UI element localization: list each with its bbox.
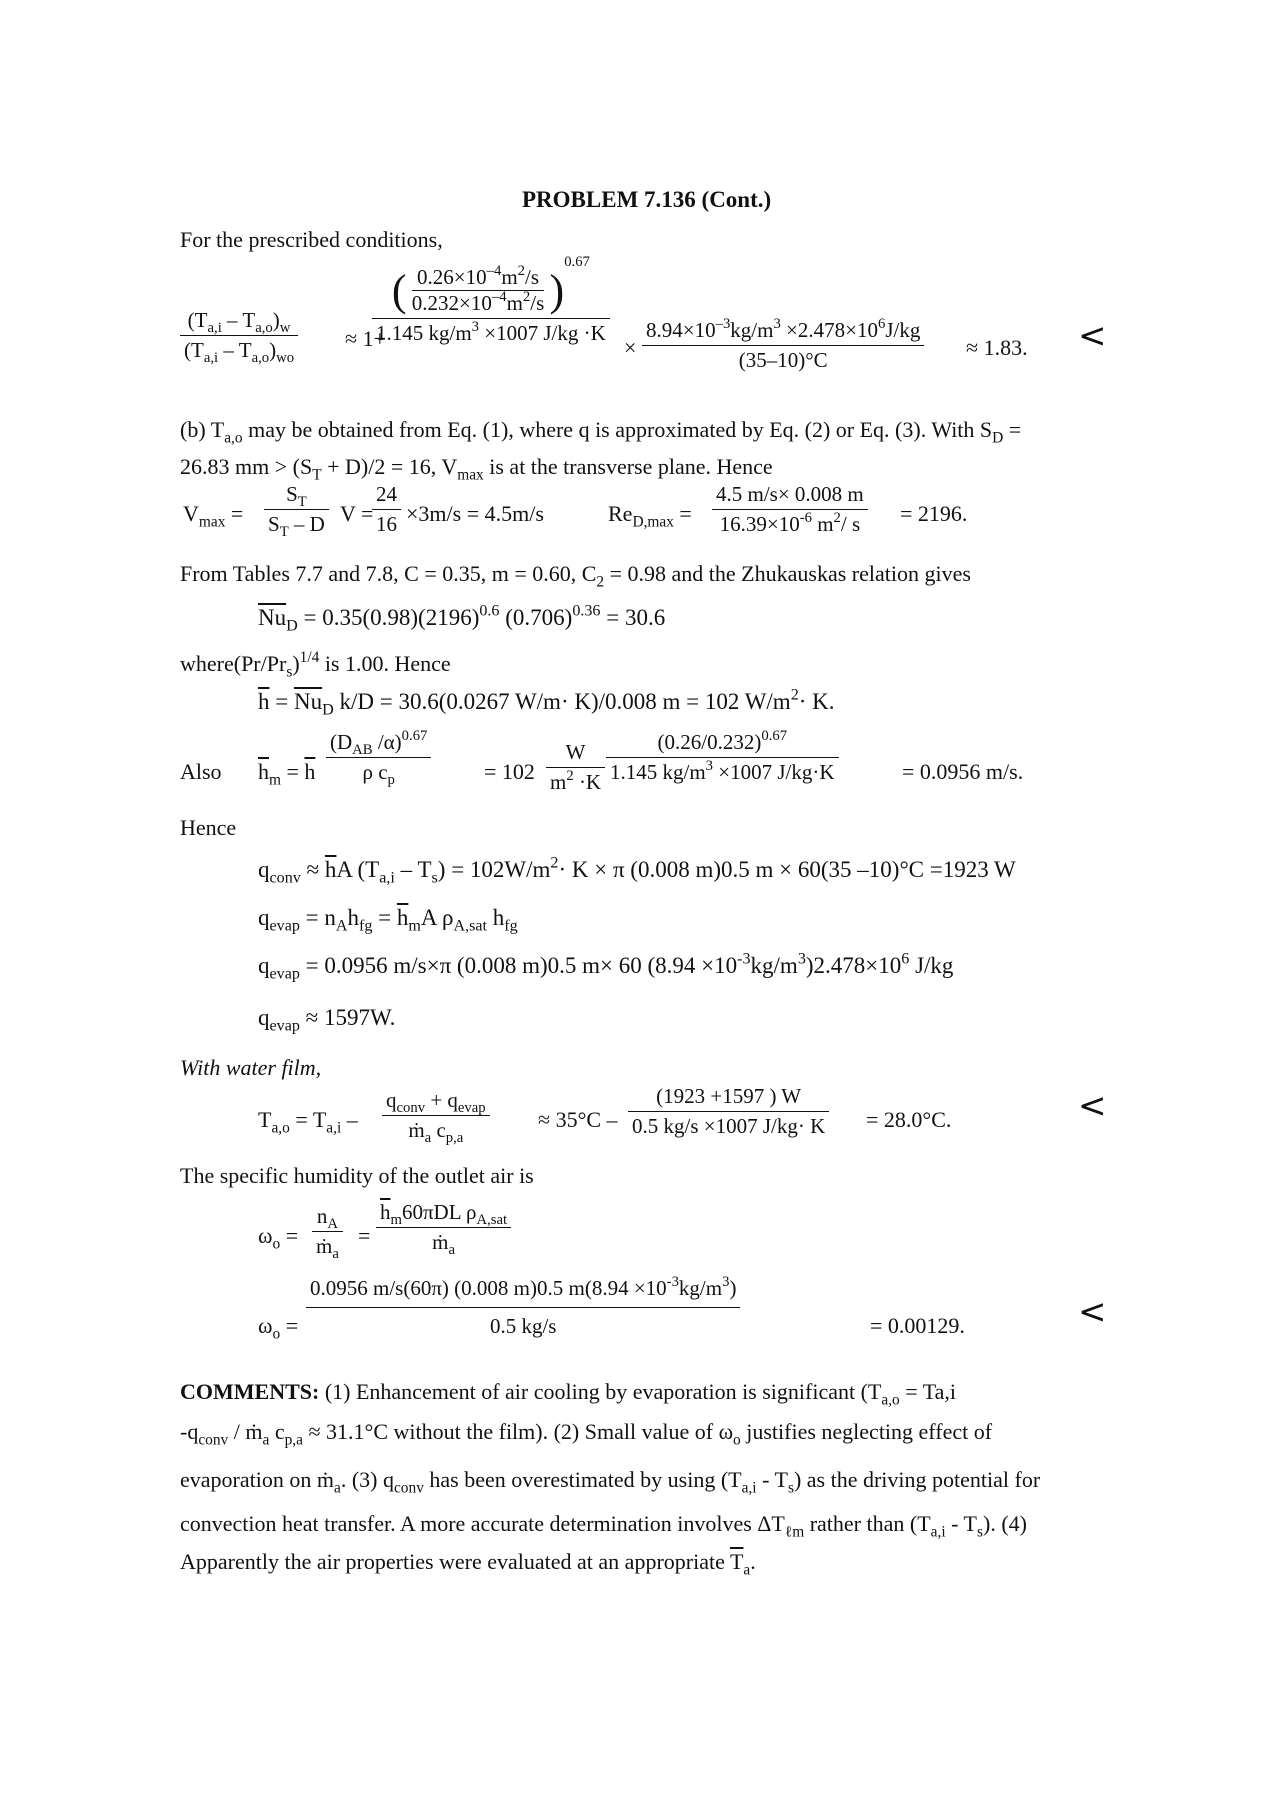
vmax-mid: V = — [340, 501, 374, 526]
omega1-fraction-2: $\overline{h}_m60\pi DL$ $\rho_{A,sat}$ ṁ$_a$ — [376, 1200, 511, 1255]
re-result: = 2196. — [900, 501, 968, 526]
ratio-approx-one: ≈ 1+ — [345, 326, 386, 351]
ratio-lhs-num: $(T_{a,i} - T_{a,o})_w$ — [187, 308, 291, 337]
vmax-fraction-1: $S_T$ $S_T$ – D — [264, 482, 329, 537]
ratio-lhs-den: $(T_{a,i} - T_{a,o})_{wo}$ — [184, 338, 295, 367]
ratio-rhs-num: $8.94\times 10^{-3}kg/m^3 \times 2.478\times 10^6J/kg$ — [646, 316, 921, 342]
omega2-result: = 0.00129. — [870, 1313, 965, 1338]
answer-marker-2: < — [1078, 1086, 1107, 1126]
ratio-inner-exp: 0.67 — [564, 254, 590, 270]
comments-line-4: convection heat transfer. A more accurate determination involves $\Delta T_{\ell m}$ rather than $(T_{a,i} - T_s)$. (4) — [180, 1511, 1027, 1541]
omega1-lhs: $\omega_o$ = — [258, 1223, 299, 1253]
tao-fraction-1: $q_{conv} + q_{evap}$ ṁ$_a$ $c_{p,a}$ — [382, 1088, 490, 1143]
qevap-equation-3: $q_{evap} \approx 1597W$. — [258, 1005, 396, 1035]
hence-label: Hence — [180, 815, 237, 840]
ratio-rhs-fraction — [642, 318, 924, 373]
ratio-prop-den: 1.145 $kg/m^3 \times 1007$ J/kg ·K — [376, 319, 606, 346]
vmax-fraction-2: 24 16 — [372, 482, 401, 537]
intro-text: For the prescribed conditions, — [180, 227, 443, 252]
answer-marker-1: < — [1078, 316, 1107, 356]
qconv-equation: $q_{conv} \approx \overline{h}A$ $(T_{a,i} - T_s) = 102W/m^2\cdot K \times \pi$ (0.008 m)0.5 m × 60(35 –10)°C =1923 W — [258, 854, 1016, 887]
qevap-equation-1: $q_{evap} = n_Ah_{fg} = \overline{h}_mA$ $\rho_{A,sat}$ $h_{fg}$ — [258, 905, 518, 935]
re-num: 4.5 m/s× 0.008 m — [716, 482, 864, 506]
comments-label: COMMENTS: — [180, 1379, 320, 1404]
ratio-big-fraction — [372, 254, 610, 346]
hm-fraction-3: $(0.26/0.232)^{0.67}$ 1.145 $kg/m^3 \times 1007$ J/kg·K — [606, 730, 839, 785]
omega2-fraction: 0.0956 m/s(60π) (0.008 m)0.5 $m(8.94 \times 10^{-3}kg/m^3)$ 0.5 kg/s — [306, 1276, 740, 1339]
tao-lhs: $T_{a,o} = T_{a,i}$ – — [258, 1107, 358, 1137]
hm-mid: = 102 — [484, 759, 535, 784]
tao-mid: ≈ 35°C – — [538, 1107, 618, 1132]
omega1-eq: = — [358, 1223, 371, 1248]
humidity-line: The specific humidity of the outlet air is — [180, 1163, 534, 1188]
hm-lhs: $\overline{h}_m = \overline{h}$ — [258, 759, 316, 789]
omega1-fraction-1: $n_A$ ṁ$_a$ — [312, 1204, 343, 1259]
hm-fraction-1: ($D_{AB}$ /α)$^{0.67}$ ρ $c_p$ — [326, 730, 431, 785]
omega2-lhs: $\omega_o$ = — [258, 1313, 299, 1343]
where-line: $where(Pr/Pr_s)^{1/4}$ is 1.00. Hence — [180, 648, 451, 681]
nusselt-equation: $\overline{Nu}_D = 0.35(0.98)(2196)^{0.6}$ $(0.706)^{0.36} = 30.6$ — [258, 602, 666, 635]
comments-line-2: $-q_{conv}$ / ṁ$_a$ $c_{p,a} \approx 31.1^\circ C$ without the film). (2) Small value of $\omega_o$ justifies neglecting effect of — [180, 1419, 993, 1449]
ratio-lhs-fraction — [180, 308, 298, 367]
tables-line: From Tables 7.7 and 7.8, C = 0.35, m = 0.60, $C_2 = 0.98$ and the Zhukauskas relation gives — [180, 561, 971, 591]
with-film-label: With water film, — [180, 1055, 322, 1080]
ratio-inner-num: $0.26\times 10^{-4}m^2/s$ — [417, 263, 540, 290]
page-title: PROBLEM 7.136 (Cont.) — [522, 187, 772, 212]
re-lhs: $Re_{D,max}$ = — [608, 501, 692, 531]
comments-line-5: Apparently the air properties were evaluated at an appropriate $\overline{T}_a$. — [180, 1549, 756, 1579]
hm-result: = 0.0956 m/s. — [902, 759, 1024, 784]
re-fraction — [712, 482, 868, 537]
comments-line-3: evaporation on ṁ$_a$. (3) $q_{conv}$ has been overestimated by using $(T_{a,i} - T_s)$ as the driving potential for — [180, 1467, 1041, 1497]
ratio-rhs-den: (35–10)°C — [738, 348, 828, 372]
ratio-inner-den: $0.232\times 10^{-4}m^2/s$ — [411, 289, 545, 316]
tao-result: = 28.0°C. — [866, 1107, 952, 1132]
part-b-line-2: 26.83 mm > $(S_T + D)/2 = 16$, $V_{max}$ is at the transverse plane. Hence — [180, 454, 773, 484]
ratio-times: × — [624, 335, 637, 360]
hm-fraction-2: W $m^2 \cdot K$ — [546, 740, 605, 795]
ratio-inner-group: ( $\frac{0.26\times 10^{-4}m^2/s}{0.232\times 10^{-4}m^2/s}$ )$^{0.67}$ — [391, 254, 590, 316]
vmax-lhs: $V_{max}$ = — [183, 501, 244, 531]
h-equation: $\overline{h} = \overline{Nu}_D$ k/D = 30.6(0.0267 W/m· K)/0.008 m = 102 $W/m^2\cdot K$. — [258, 686, 835, 719]
comments-line-1: COMMENTS: (1) Enhancement of air cooling by evaporation is significant ($T_{a,o} = Ta,i$ — [180, 1379, 957, 1409]
also-label: Also — [180, 759, 222, 784]
qevap-equation-2: $q_{evap} = 0.0956$ m/s×π (0.008 m)0.5 m× 60 $(8.94 \times 10^{-3}kg/m^3)2.478\times 10^6$ J/kg — [258, 950, 954, 983]
part-b-line-1: (b) $T_{a,o}$ may be obtained from Eq. (1), where q is approximated by Eq. (2) or Eq. (3). With $S_D$ = — [180, 417, 1022, 447]
vmax-result: ×3m/s = 4.5m/s — [406, 501, 544, 526]
re-den: $16.39\times 10^{-6}$ $m^2/$ s — [719, 510, 861, 536]
ratio-result: ≈ 1.83. — [966, 335, 1028, 360]
tao-fraction-2: (1923 +1597 ) W 0.5 kg/s ×1007 J/kg· K — [628, 1084, 829, 1139]
answer-marker-3: < — [1078, 1292, 1107, 1332]
